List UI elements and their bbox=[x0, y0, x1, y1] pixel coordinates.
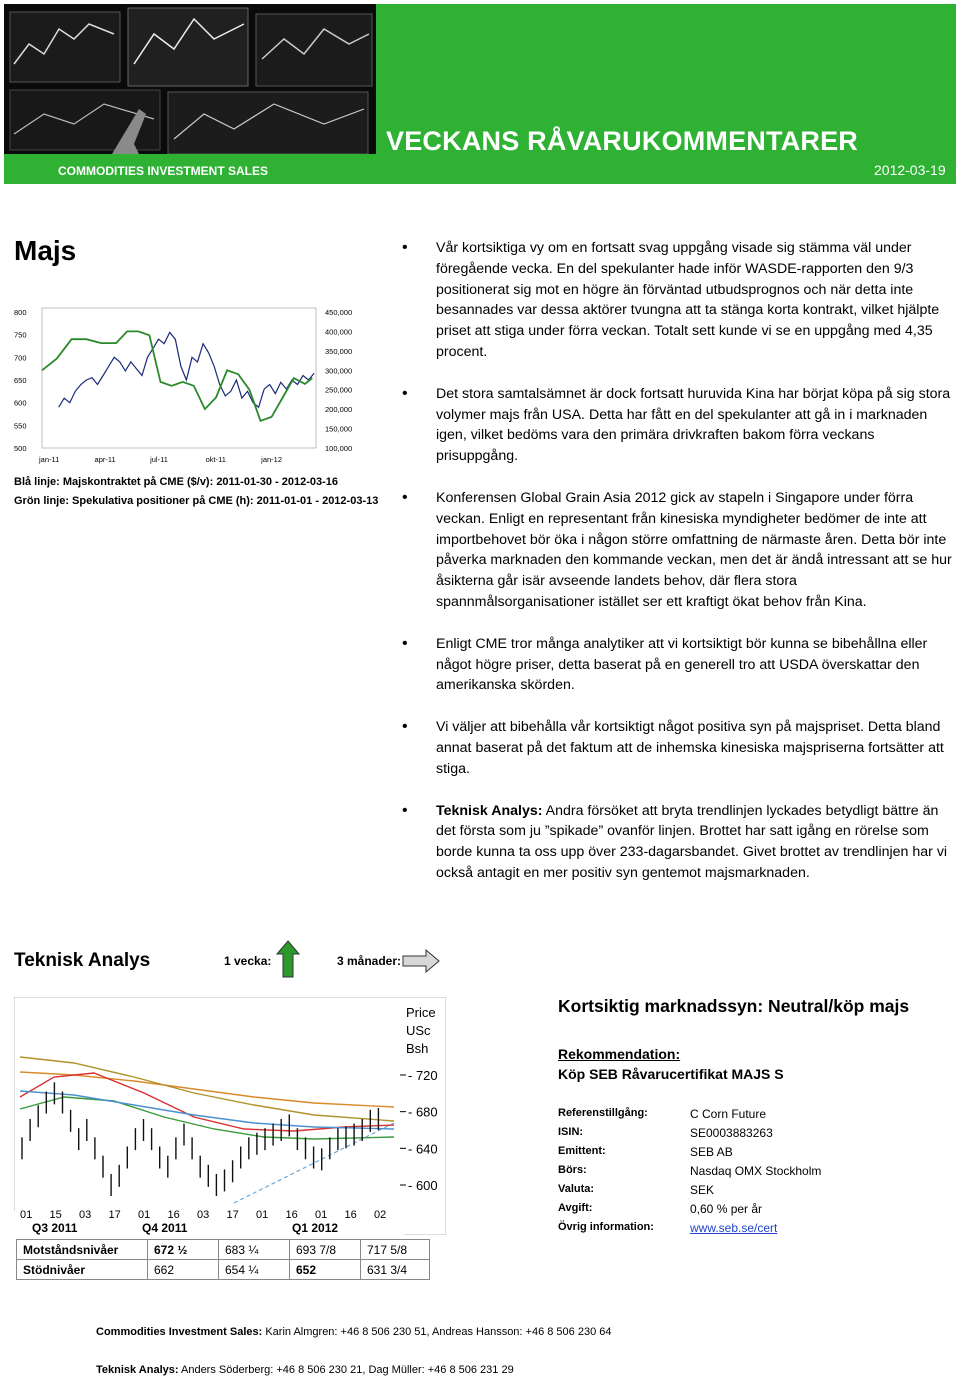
date-tick-label: 02 bbox=[374, 1209, 387, 1221]
y-left-tick-label: 500 bbox=[14, 444, 27, 453]
y-left-tick-label: 800 bbox=[14, 308, 27, 317]
tech-legend-label: Bsh bbox=[406, 1041, 429, 1056]
y-left-tick-label: 700 bbox=[14, 353, 27, 363]
info-row: Referenstillgång: C Corn Future bbox=[558, 1107, 767, 1121]
level-value: 662 bbox=[148, 1260, 219, 1280]
date-tick-label: 01 bbox=[256, 1209, 269, 1221]
commentary-list bbox=[400, 238, 952, 905]
three-month-label: 3 månader: bbox=[337, 954, 402, 968]
date-tick-label: 01 bbox=[138, 1209, 151, 1221]
level-value: 654 ¼ bbox=[219, 1260, 290, 1280]
y-left-tick-label: 650 bbox=[14, 376, 27, 385]
footer-technical: Teknisk Analys: Anders Söderberg: +46 8 506 230 21, Dag Müller: +46 8 506 231 29 bbox=[96, 1364, 514, 1376]
y-right-tick-label: 250,000 bbox=[325, 385, 353, 395]
date-tick-label: 16 bbox=[167, 1209, 180, 1221]
info-row: Emittent: SEB AB bbox=[558, 1145, 733, 1159]
y-left-tick-label: 750 bbox=[14, 330, 27, 340]
tech-legend-label: USc bbox=[406, 1023, 431, 1038]
commentary-bullet: • Teknisk Analys: Andra försöket att bryta trendlinjen lyckades betydligt bättre än det första som ju ”spikade” ovanför linjen. Brottet har satt igång en rörelse som borde kunna ta oss upp över 233-dagarsbandet. Givet brottet av trendlinjen har vi också antagit en mer positiv syn gentemot majsmarknaden. bbox=[400, 801, 952, 884]
product-info bbox=[558, 1107, 821, 1240]
x-tick-label: okt-11 bbox=[205, 455, 226, 464]
price-tick-label: - 720 bbox=[408, 1068, 438, 1083]
trading-screens-image bbox=[4, 4, 376, 184]
info-row: Avgift: 0,60 % per år bbox=[558, 1202, 763, 1216]
info-row: ISIN: SE0003883263 bbox=[558, 1126, 773, 1140]
y-left-tick-label: 600 bbox=[14, 398, 27, 408]
y-right-tick-label: 300,000 bbox=[325, 366, 353, 376]
section-title: Majs bbox=[14, 235, 77, 266]
date-tick-label: 16 bbox=[344, 1209, 357, 1221]
support-label: Stödnivåer bbox=[17, 1260, 148, 1280]
resistance-row bbox=[17, 1240, 430, 1260]
price-tick-label: - 640 bbox=[408, 1141, 438, 1157]
info-row: Valuta: SEK bbox=[558, 1183, 715, 1197]
date-tick-label: 17 bbox=[108, 1209, 121, 1221]
chart-caption-blue: Blå linje: Majskontraktet på CME ($/v): 2011-01-30 - 2012-03-16 bbox=[14, 476, 339, 488]
date-tick-label: 03 bbox=[197, 1209, 210, 1221]
chart-caption-green: Grön linje: Spekulativa positioner på CME (h): 2011-01-01 - 2012-03-13 bbox=[14, 495, 379, 507]
arrow-up-icon bbox=[276, 940, 300, 978]
support-row bbox=[17, 1260, 430, 1280]
x-tick-label: apr-11 bbox=[94, 455, 116, 464]
date-tick-label: 15 bbox=[49, 1209, 62, 1221]
page-title: VECKANS RÅVARUKOMMENTARER bbox=[386, 126, 859, 156]
date-tick-label: 17 bbox=[226, 1209, 239, 1221]
market-view-heading: Kortsiktig marknadssyn: Neutral/köp majs bbox=[558, 996, 910, 1016]
y-right-tick-label: 400,000 bbox=[325, 327, 353, 337]
level-value: 672 ½ bbox=[148, 1240, 219, 1260]
x-tick-label: jan-11 bbox=[39, 455, 60, 464]
date-tick-label: 03 bbox=[79, 1209, 92, 1221]
level-value: 683 ¼ bbox=[219, 1240, 290, 1260]
commentary-bullet: • Det stora samtalsämnet är dock fortsatt huruvida Kina har börjat köpa på sig stora volymer majs från USA. Detta har fått en del spekulanter att gå in i marknaden igen, vilket bedöms vara den primära drivkraften bakom förra veckans prisuppgång. bbox=[400, 384, 952, 467]
report-date: 2012-03-19 bbox=[874, 162, 946, 178]
x-tick-label: jan-12 bbox=[261, 455, 283, 464]
level-value: 717 5/8 bbox=[361, 1240, 430, 1260]
footer-sales: Commodities Investment Sales: Karin Almgren: +46 8 506 230 51, Andreas Hansson: +46 8 506 230 64 bbox=[96, 1326, 612, 1338]
recommendation-value: Köp SEB Råvarucertifikat MAJS S bbox=[558, 1066, 784, 1082]
date-tick-label: 01 bbox=[20, 1209, 33, 1221]
level-value: 652 bbox=[290, 1260, 361, 1280]
commentary-bullet: • Vi väljer att bibehålla vår kortsiktigt något positiva syn på majspriset. Detta bland annat baserat på det faktum att de inhemska kinesiska majspriserna fortsätter att stiga. bbox=[400, 717, 952, 779]
commentary-bullet: • Konferensen Global Grain Asia 2012 gick av stapeln i Singapore under förra veckan. Enligt en representant från kinesiska myndigheter bedömer de inte att importbehovet bör öka i någon större omfattning de närmaste åren. Detta bör inte påverka marknaden den kommande veckan, men det är ändå intressant att se hur åsikterna går isär avseende landets behov, där flera stora spannmålsorganisationer istället ser ett kraftigt ökat behov från Kina. bbox=[400, 488, 952, 613]
info-row: Börs: Nasdaq OMX Stockholm bbox=[558, 1164, 822, 1178]
quarter-label: Q4 2011 bbox=[142, 1221, 188, 1235]
price-tick-label: - 680 bbox=[408, 1104, 438, 1120]
technical-analysis-title: Teknisk Analys bbox=[14, 950, 151, 971]
levels-table bbox=[16, 1239, 430, 1280]
x-tick-label: jul-11 bbox=[150, 455, 168, 464]
recommendation-title: Rekommendation: bbox=[558, 1046, 681, 1062]
y-right-tick-label: 350,000 bbox=[325, 346, 353, 356]
y-right-tick-label: 150,000 bbox=[325, 424, 353, 434]
tech-chart-frame bbox=[14, 997, 446, 1235]
corn-price-chart bbox=[14, 300, 376, 472]
plot-area bbox=[42, 308, 316, 448]
date-tick-label: 16 bbox=[285, 1209, 298, 1221]
tech-legend-label: Price bbox=[406, 1005, 436, 1020]
date-tick-label: 01 bbox=[315, 1209, 328, 1221]
arrow-right-icon bbox=[402, 949, 440, 973]
quarter-label: Q1 2012 bbox=[292, 1221, 339, 1235]
y-right-tick-label: 200,000 bbox=[325, 405, 353, 415]
header-photo bbox=[4, 4, 376, 184]
y-right-tick-label: 450,000 bbox=[325, 308, 353, 317]
level-value: 631 3/4 bbox=[361, 1260, 430, 1280]
commentary-bullet: • Enligt CME tror många analytiker att vi kortsiktigt bör kunna se bibehållna eller något högre priser, detta baserat på en generell tro att USDA överskattar den amerikanska skörden. bbox=[400, 634, 952, 696]
resistance-label: Motståndsnivåer bbox=[17, 1240, 148, 1260]
level-value: 693 7/8 bbox=[290, 1240, 361, 1260]
y-left-tick-label: 550 bbox=[14, 421, 27, 431]
technical-chart bbox=[14, 997, 446, 1235]
price-tick-label: - 600 bbox=[408, 1178, 438, 1193]
info-row: Övrig information: www.seb.se/cert bbox=[558, 1221, 821, 1240]
commentary-bullet: • Vår kortsiktiga vy om en fortsatt svag uppgång visade sig stämma väl under föregående vecka. En del spekulanter hade inför WASDE-rapporten den 9/3 positionerat sig mot en högre än förväntad utbudsprognos och när detta inte besannades var dessa aktörer tvungna att ta stänga korta kontrakt, vilket hjälpte priset att stiga under förra veckan. Totalt sett kunde vi se en uppgång med 4,35 procent. bbox=[400, 238, 952, 363]
quarter-label: Q3 2011 bbox=[32, 1221, 78, 1235]
seb-cert-link[interactable]: www.seb.se/cert bbox=[690, 1221, 778, 1235]
header-subtitle: COMMODITIES INVESTMENT SALES bbox=[58, 164, 269, 178]
y-right-tick-label: 100,000 bbox=[325, 444, 353, 453]
one-week-label: 1 vecka: bbox=[224, 954, 272, 968]
